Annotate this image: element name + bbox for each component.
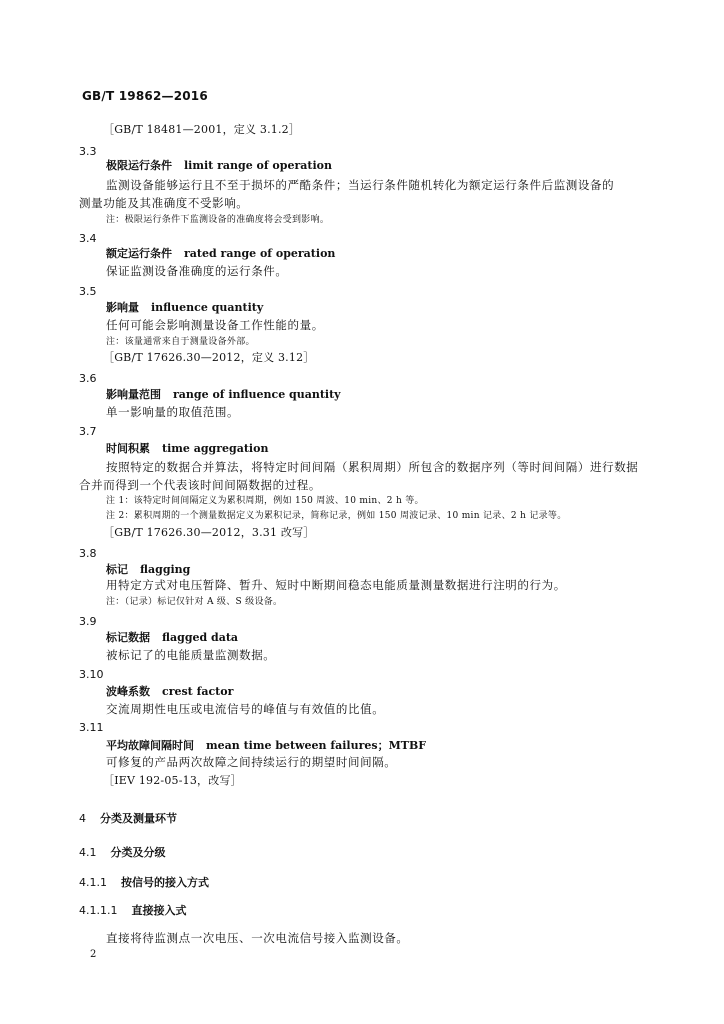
section-title-4-1-1: 按信号的接入方式 [121,876,209,889]
term-number-3-3: 3.3 [79,145,97,158]
term-en-3-4: rated range of operation [184,247,336,260]
section-heading-4 [79,813,177,824]
term-number-3-10: 3.10 [79,668,104,681]
term-title-3-10 [106,686,233,697]
term-number-3-7: 3.7 [79,425,97,438]
definition-3-5: 任何可能会影响测量设备工作性能的量。 [106,318,324,332]
definition-3-3-line1: 监测设备能够运行且不至于损坏的严酷条件；当运行条件随机转化为额定运行条件后监测设备的 [106,178,615,192]
term-cn-3-7: 时间积累 [106,442,150,455]
reference-3-5: ［GB/T 17626.30—2012，定义 3.12］ [103,351,315,364]
reference-3-11: ［IEV 192-05-13，改写］ [103,774,242,787]
term-en-3-11: mean time between failures；MTBF [206,739,427,752]
term-cn-3-10: 波峰系数 [106,685,150,698]
term-title-3-3 [106,160,332,171]
term-cn-3-9: 标记数据 [106,631,150,644]
note-3-7-2: 注 2：累积周期的一个测量数据定义为累积记录，简称记录，例如 150 周波记录、10 min 记录、2 h 记录等。 [106,511,567,521]
note-3-8: 注：（记录）标记仅针对 A 级、S 级设备。 [106,597,283,607]
term-number-3-6: 3.6 [79,372,97,385]
section-number-4-1-1-1: 4.1.1.1 [79,904,118,917]
definition-3-6: 单一影响量的取值范围。 [106,405,240,419]
term-title-3-8 [106,564,190,575]
term-en-3-9: flagged data [162,631,239,644]
note-3-3: 注：极限运行条件下监测设备的准确度将会受到影响。 [106,215,330,225]
definition-3-4: 保证监测设备准确度的运行条件。 [106,264,288,278]
section-heading-4-1 [79,847,166,858]
section-heading-4-1-1 [79,877,209,888]
section-number-4: 4 [79,812,86,825]
section-title-4-1-1-1: 直接接入式 [131,904,187,917]
definition-3-11: 可修复的产品两次故障之间持续运行的期望时间间隔。 [106,755,397,769]
note-3-7-1: 注 1：该特定时间间隔定义为累积周期，例如 150 周波、10 min、2 h 等。 [106,496,424,506]
term-title-3-4 [106,248,335,259]
term-number-3-4: 3.4 [79,232,97,245]
section-title-4-1: 分类及分级 [110,846,166,859]
term-cn-3-5: 影响量 [106,301,139,314]
definition-3-9: 被标记了的电能质量监测数据。 [106,648,276,662]
definition-3-7-line1: 按照特定的数据合并算法，将特定时间间隔（累积周期）所包含的数据序列（等时间间隔）进行数据 [106,460,639,474]
term-cn-3-8: 标记 [106,563,128,576]
term-number-3-9: 3.9 [79,615,97,628]
term-en-3-7: time aggregation [162,442,269,455]
section-title-4: 分类及测量环节 [100,812,177,825]
page-number: 2 [90,949,97,960]
term-en-3-6: range of influence quantity [173,388,341,401]
term-number-3-8: 3.8 [79,547,97,560]
note-3-5: 注：该量通常来自于测量设备外部。 [106,337,255,347]
term-number-3-11: 3.11 [79,721,104,734]
term-title-3-11 [106,740,426,751]
term-cn-3-3: 极限运行条件 [106,159,172,172]
term-en-3-5: influence quantity [151,301,264,314]
term-cn-3-4: 额定运行条件 [106,247,172,260]
section-number-4-1-1: 4.1.1 [79,876,107,889]
term-cn-3-6: 影响量范围 [106,388,161,401]
section-4-1-1-1-text: 直接将待监测点一次电压、一次电流信号接入监测设备。 [106,931,409,945]
definition-3-10: 交流周期性电压或电流信号的峰值与有效值的比值。 [106,702,385,716]
definition-3-7-line2: 合并而得到一个代表该时间间隔数据的过程。 [79,478,321,492]
term-en-3-3: limit range of operation [184,159,332,172]
standard-header: GB/T 19862—2016 [82,89,208,103]
definition-3-8: 用特定方式对电压暂降、暂升、短时中断期间稳态电能质量测量数据进行注明的行为。 [106,578,566,592]
term-en-3-8: flagging [140,563,191,576]
term-number-3-5: 3.5 [79,285,97,298]
reference-3-7: ［GB/T 17626.30—2012，3.31 改写］ [103,526,315,539]
term-title-3-5 [106,302,263,313]
reference-3-2: ［GB/T 18481—2001，定义 3.1.2］ [103,123,301,136]
term-title-3-9 [106,632,238,643]
definition-3-3-line2: 测量功能及其准确度不受影响。 [79,196,249,210]
term-cn-3-11: 平均故障间隔时间 [106,739,194,752]
term-title-3-7 [106,443,268,454]
term-en-3-10: crest factor [162,685,234,698]
term-title-3-6 [106,389,341,400]
section-heading-4-1-1-1 [79,905,186,916]
section-number-4-1: 4.1 [79,846,97,859]
